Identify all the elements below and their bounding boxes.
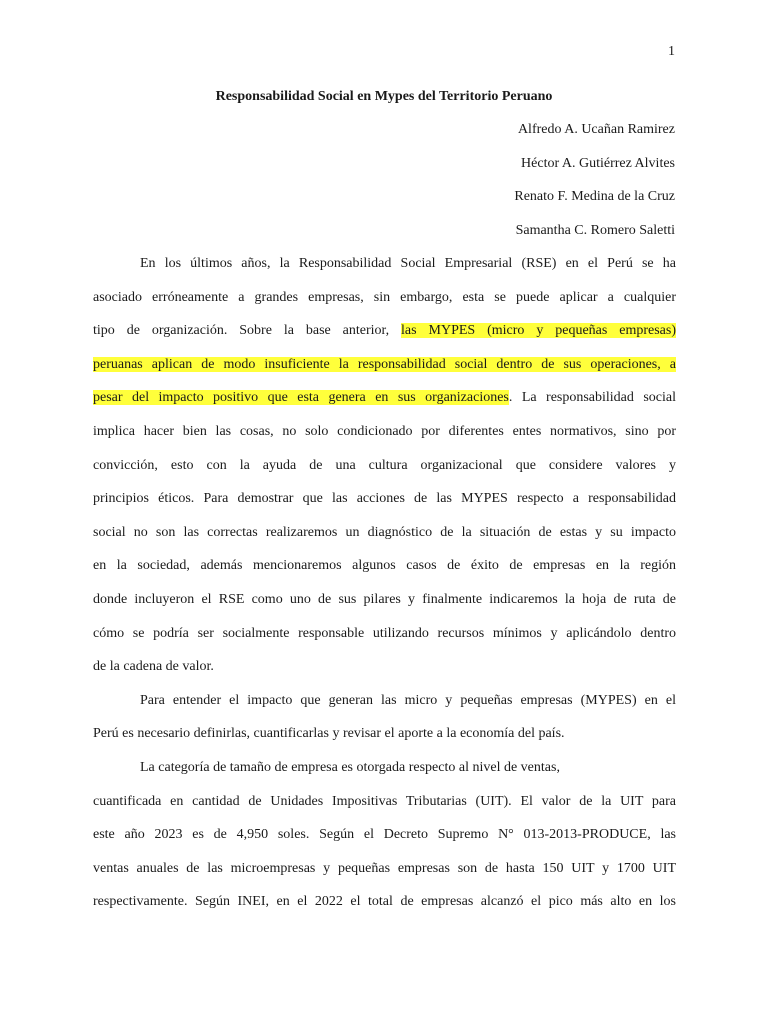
- author-name: Samantha C. Romero Saletti: [515, 222, 675, 238]
- highlighted-text: pesar del impacto positivo que esta genera en sus organizaciones: [93, 390, 509, 406]
- paragraph-mypes-impact: [93, 691, 676, 758]
- text-line: social no son las correctas realizaremos un diagnóstico de la situación de estas y su impacto: [93, 524, 676, 540]
- text-line: [93, 321, 676, 355]
- text-line: implica hacer bien las cosas, no solo condicionado por diferentes entes normativos, sino por: [93, 423, 676, 439]
- text-line: donde incluyeron el RSE como uno de sus pilares y finalmente indicaremos la hoja de ruta de: [93, 591, 676, 607]
- paragraph-company-size: [93, 758, 676, 926]
- text-line: [93, 355, 676, 389]
- body-text: [93, 254, 676, 926]
- author-name: Renato F. Medina de la Cruz: [514, 189, 675, 205]
- text-line: en la sociedad, además mencionaremos algunos casos de éxito de empresas en la región: [93, 558, 676, 574]
- author-name: Héctor A. Gutiérrez Alvites: [521, 155, 675, 171]
- page-number: 1: [668, 44, 675, 59]
- text-line: respectivamente. Según INEI, en el 2022 el total de empresas alcanzó el pico más alto en los: [93, 894, 676, 910]
- text-line: La categoría de tamaño de empresa es otorgada respecto al nivel de ventas,: [140, 759, 560, 775]
- text-line: principios éticos. Para demostrar que las acciones de las MYPES respecto a responsabilidad: [93, 491, 676, 507]
- text-line: ventas anuales de las microempresas y pequeñas empresas son de hasta 150 UIT y 1700 UIT: [93, 860, 676, 876]
- text-line: convicción, esto con la ayuda de una cultura organizacional que considere valores y: [93, 457, 676, 473]
- highlighted-text: peruanas aplican de modo insuficiente la responsabilidad social dentro de sus operaciones, a: [93, 356, 676, 372]
- highlighted-text: las MYPES (micro y pequeñas empresas): [401, 323, 676, 339]
- author-list: [514, 120, 675, 254]
- text-line: [93, 388, 676, 422]
- author-name: Alfredo A. Ucañan Ramirez: [517, 122, 675, 137]
- text-line: Perú es necesario definirlas, cuantificarlas y revisar el aporte a la economía del país.: [93, 726, 565, 742]
- text-line: de la cadena de valor.: [93, 659, 214, 675]
- text-line: cómo se podría ser socialmente responsable utilizando recursos mínimos y aplicándolo dentro: [93, 625, 676, 641]
- text-line: este año 2023 es de 4,950 soles. Según el Decreto Supremo N° 013-2013-PRODUCE, las: [93, 827, 676, 843]
- text-line: asociado erróneamente a grandes empresas, sin embargo, esta se puede aplicar a cualquier: [93, 289, 676, 305]
- text-line: En los últimos años, la Responsabilidad Social Empresarial (RSE) en el Perú se ha: [140, 256, 676, 271]
- text-line: cuantificada en cantidad de Unidades Impositivas Tributarias (UIT). El valor de la UIT para: [93, 793, 676, 809]
- paragraph-rse-intro: [93, 254, 676, 691]
- text-run: . La responsabilidad social: [508, 390, 676, 406]
- document-title: Responsabilidad Social en Mypes del Territorio Peruano: [215, 89, 553, 104]
- text-line: Para entender el impacto que generan las micro y pequeñas empresas (MYPES) en el: [140, 692, 676, 708]
- text-run: tipo de organización. Sobre la base anterior,: [93, 323, 390, 339]
